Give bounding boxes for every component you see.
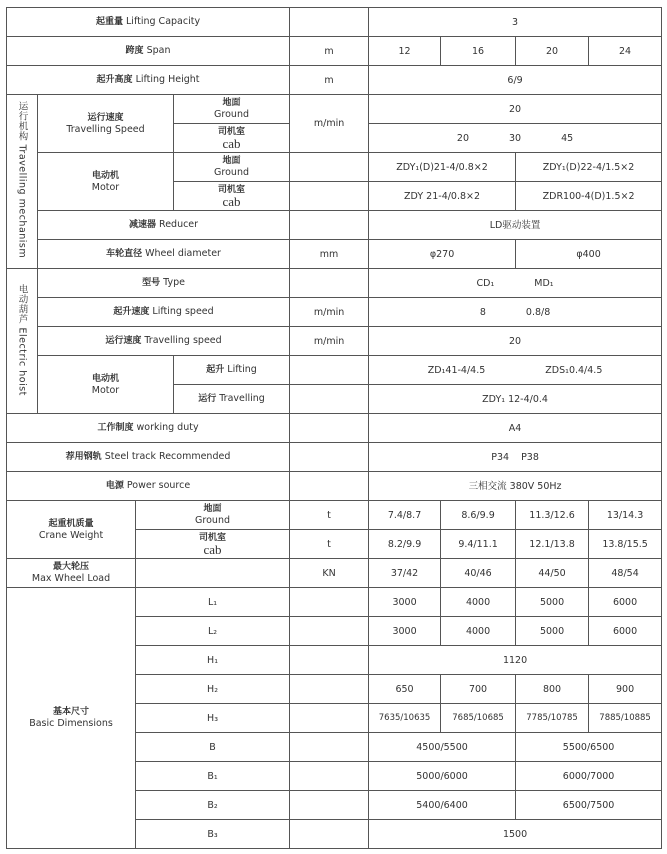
label-cn: 电源	[105, 481, 124, 491]
value-cell: 9.4/11.1	[441, 530, 516, 559]
unit-cell	[290, 269, 369, 298]
label-en: Travelling Speed	[66, 123, 145, 135]
label-en: Lifting Height	[135, 74, 200, 85]
group-electric-hoist	[7, 269, 38, 414]
row-crane-weight-ground	[7, 501, 662, 530]
label-wheel-diameter	[38, 240, 290, 269]
label-en: Power source	[126, 480, 191, 491]
dim-label: H₂	[136, 675, 290, 704]
dim-label: H₁	[136, 646, 290, 675]
value-cell: 40/46	[441, 559, 516, 588]
label-en: Travelling speed	[144, 335, 222, 346]
label-en: cab	[222, 193, 241, 209]
unit-cell: KN	[290, 559, 369, 588]
sublabel-ground	[174, 153, 290, 182]
value-cell: 1500	[369, 820, 662, 849]
row-max-wheel-load	[7, 559, 662, 588]
value-cell: 6000/7000	[516, 762, 662, 791]
value-cell: 8.6/9.9	[441, 501, 516, 530]
value-cell: 6500/7500	[516, 791, 662, 820]
value-cell	[369, 443, 662, 472]
value-cell: 7685/10685	[441, 704, 516, 733]
value-cell: 5400/6400	[369, 791, 516, 820]
value-cell: 7885/10885	[589, 704, 662, 733]
label-en: Max Wheel Load	[31, 573, 111, 584]
value: ZD₁41-4/4.5	[427, 364, 486, 376]
label-en: Span	[146, 45, 171, 56]
value-cell: 48/54	[589, 559, 662, 588]
label-lifting-capacity	[7, 8, 290, 37]
value: 20	[456, 132, 470, 144]
label-en: Basic Dimensions	[29, 718, 113, 729]
crane-spec-table	[6, 7, 662, 849]
label-en: cab	[222, 135, 241, 151]
value-cell: 6000	[589, 617, 662, 646]
label-cn: 起重量	[95, 17, 123, 27]
unit-cell	[290, 414, 369, 443]
label-crane-weight	[7, 501, 136, 559]
sublabel-cab	[136, 530, 290, 559]
label-steel-track	[7, 443, 290, 472]
label-basic-dimensions	[7, 588, 136, 849]
value-cell: 5000/6000	[369, 762, 516, 791]
label-en: Ground	[214, 167, 249, 178]
dim-label: B₁	[136, 762, 290, 791]
label-en: Type	[163, 277, 185, 288]
row-working-duty	[7, 414, 662, 443]
value-cell: 7785/10785	[516, 704, 589, 733]
unit-cell	[290, 588, 369, 617]
value: MD₁	[534, 277, 554, 289]
unit-cell: m/min	[290, 327, 369, 356]
row-hoist-lifting-speed	[7, 298, 662, 327]
label-cn: 型号	[142, 278, 161, 288]
label-motor	[38, 153, 174, 211]
row-power-source	[7, 472, 662, 501]
label-en: Lifting speed	[152, 306, 214, 317]
label-en: Ground	[195, 515, 230, 526]
sublabel-travelling	[174, 385, 290, 414]
label-cn: 起升高度	[96, 75, 133, 85]
value-cell: 6/9	[369, 66, 662, 95]
row-hoist-motor-lifting	[7, 356, 662, 385]
unit-cell: mm	[290, 240, 369, 269]
label-cn: 司机室	[218, 126, 246, 137]
label-cn: 电动机	[91, 170, 119, 181]
value-cell: 700	[441, 675, 516, 704]
sublabel-ground	[136, 501, 290, 530]
label-cn: 地面	[203, 504, 222, 514]
label-en: working duty	[136, 422, 199, 433]
unit-cell	[290, 153, 369, 182]
label-power-source	[7, 472, 290, 501]
unit-cell: m/min	[290, 298, 369, 327]
label-cn: 司机室	[218, 184, 246, 195]
label-lifting-height	[7, 66, 290, 95]
unit-cell	[290, 704, 369, 733]
value-cell: 4500/5500	[369, 733, 516, 762]
unit-cell	[290, 472, 369, 501]
dim-label: L₁	[136, 588, 290, 617]
value-cell	[369, 124, 662, 153]
label-lifting-speed	[38, 298, 290, 327]
value: 30	[509, 132, 522, 144]
value-cell: 8.2/9.9	[369, 530, 441, 559]
unit-cell	[290, 791, 369, 820]
unit-cell: m/min	[290, 95, 369, 153]
label-en: Crane Weight	[38, 529, 104, 541]
value-cell: ZDY₁ 12-4/0.4	[369, 385, 662, 414]
label-type	[38, 269, 290, 298]
label-cn: 跨度	[125, 46, 144, 56]
unit-cell	[290, 182, 369, 211]
value-cell: 6000	[589, 588, 662, 617]
label-cn: 起升	[206, 365, 225, 375]
value-cell: 24	[589, 37, 662, 66]
dim-label: L₂	[136, 617, 290, 646]
value-cell: 三相交流 380V 50Hz	[369, 472, 662, 501]
row-lifting-capacity	[7, 8, 662, 37]
row-travel-speed-ground	[7, 95, 662, 124]
label-travelling-speed	[38, 95, 174, 153]
label-en: Motor	[91, 181, 120, 193]
label-working-duty	[7, 414, 290, 443]
value-cell	[369, 356, 662, 385]
value-cell: 900	[589, 675, 662, 704]
value: 0.8/8	[525, 306, 551, 318]
label-cn: 起重机质量	[48, 518, 94, 529]
value-cell: φ270	[369, 240, 516, 269]
value-cell: 12	[369, 37, 441, 66]
label-cn: 运行	[198, 394, 217, 404]
value-cell: 5500/6500	[516, 733, 662, 762]
label-span	[7, 37, 290, 66]
value-cell: 5000	[516, 617, 589, 646]
unit-cell: m	[290, 66, 369, 95]
value-cell: 3	[369, 8, 662, 37]
label-cn: 起升速度	[113, 307, 150, 317]
value-cell: 12.1/13.8	[516, 530, 589, 559]
value-cell: 7.4/8.7	[369, 501, 441, 530]
label-cn: 运行速度	[105, 336, 142, 346]
row-dim-L1	[7, 588, 662, 617]
row-hoist-type	[7, 269, 662, 298]
value-cell: 1120	[369, 646, 662, 675]
value-cell: 4000	[441, 588, 516, 617]
value: 8	[479, 306, 486, 318]
label-max-wheel-load	[7, 559, 136, 588]
row-reducer	[7, 211, 662, 240]
unit-cell	[290, 211, 369, 240]
value-cell: LD驱动装置	[369, 211, 662, 240]
sublabel-cab	[174, 124, 290, 153]
value-cell: 7635/10635	[369, 704, 441, 733]
value-cell: φ400	[516, 240, 662, 269]
row-wheel-diameter	[7, 240, 662, 269]
value-cell: 37/42	[369, 559, 441, 588]
value-cell: 13.8/15.5	[589, 530, 662, 559]
label-cn: 工作制度	[97, 423, 134, 433]
value-cell: 650	[369, 675, 441, 704]
unit-cell	[290, 385, 369, 414]
sublabel-cab	[174, 182, 290, 211]
label-en: Reducer	[159, 219, 199, 230]
value-cell	[369, 298, 662, 327]
label-en: Motor	[91, 384, 120, 396]
unit-cell	[290, 8, 369, 37]
unit-cell	[290, 617, 369, 646]
sublabel-lifting	[174, 356, 290, 385]
value: ZDS₁0.4/4.5	[545, 364, 603, 376]
label-reducer	[38, 211, 290, 240]
value-cell	[369, 269, 662, 298]
unit-cell: t	[290, 501, 369, 530]
label-cn: 减速器	[128, 220, 156, 230]
row-span	[7, 37, 662, 66]
group-label: 电动葫芦 Electric hoist	[16, 283, 28, 396]
label-en: Travelling	[219, 393, 265, 404]
unit-cell	[290, 356, 369, 385]
label-cn: 运行速度	[87, 112, 124, 123]
label-cn: 司机室	[199, 532, 227, 543]
value-cell: ZDR100-4(D)1.5×2	[516, 182, 662, 211]
sublabel-ground	[174, 95, 290, 124]
dim-label: B₃	[136, 820, 290, 849]
label-travelling-speed	[38, 327, 290, 356]
label-motor	[38, 356, 174, 414]
value-cell: ZDY 21-4/0.8×2	[369, 182, 516, 211]
label-cn: 电动机	[91, 373, 119, 384]
label-en: Ground	[214, 109, 249, 120]
row-hoist-travelling-speed	[7, 327, 662, 356]
label-cn: 车轮直径	[106, 249, 143, 259]
value-cell: 3000	[369, 617, 441, 646]
value-cell: 11.3/12.6	[516, 501, 589, 530]
group-label: 运行机构 Travelling mechanism	[16, 101, 28, 259]
label-en: cab	[203, 541, 222, 557]
value-cell: 44/50	[516, 559, 589, 588]
value: CD₁	[476, 277, 495, 289]
value: P38	[521, 451, 539, 463]
label-en: Steel track Recommended	[104, 451, 231, 462]
unit-cell: m	[290, 37, 369, 66]
unit-cell	[290, 443, 369, 472]
value-cell: 800	[516, 675, 589, 704]
empty-cell	[136, 559, 290, 588]
label-en: Wheel diameter	[145, 248, 221, 259]
row-travel-motor-ground	[7, 153, 662, 182]
value-cell: A4	[369, 414, 662, 443]
value-cell: 20	[516, 37, 589, 66]
value-cell: ZDY₁(D)22-4/1.5×2	[516, 153, 662, 182]
value-cell: 13/14.3	[589, 501, 662, 530]
label-en: Lifting Capacity	[126, 16, 201, 27]
row-lifting-height	[7, 66, 662, 95]
label-cn: 荐用钢轨	[65, 452, 102, 462]
dim-label: H₃	[136, 704, 290, 733]
label-cn: 最大轮压	[52, 562, 89, 572]
unit-cell	[290, 646, 369, 675]
value-cell: 20	[369, 327, 662, 356]
dim-label: B	[136, 733, 290, 762]
label-cn: 基本尺寸	[52, 707, 89, 717]
value-cell: ZDY₁(D)21-4/0.8×2	[369, 153, 516, 182]
value-cell: 5000	[516, 588, 589, 617]
unit-cell	[290, 733, 369, 762]
unit-cell	[290, 820, 369, 849]
value-cell: 4000	[441, 617, 516, 646]
label-cn: 地面	[222, 156, 241, 166]
unit-cell: t	[290, 530, 369, 559]
value: 45	[561, 132, 574, 144]
value: P34	[491, 451, 510, 463]
label-en: Lifting	[227, 364, 257, 375]
unit-cell	[290, 762, 369, 791]
group-travelling-mechanism	[7, 95, 38, 269]
value-cell: 16	[441, 37, 516, 66]
label-cn: 地面	[222, 98, 241, 108]
row-steel-track	[7, 443, 662, 472]
value-cell: 3000	[369, 588, 441, 617]
unit-cell	[290, 675, 369, 704]
value-cell: 20	[369, 95, 662, 124]
dim-label: B₂	[136, 791, 290, 820]
